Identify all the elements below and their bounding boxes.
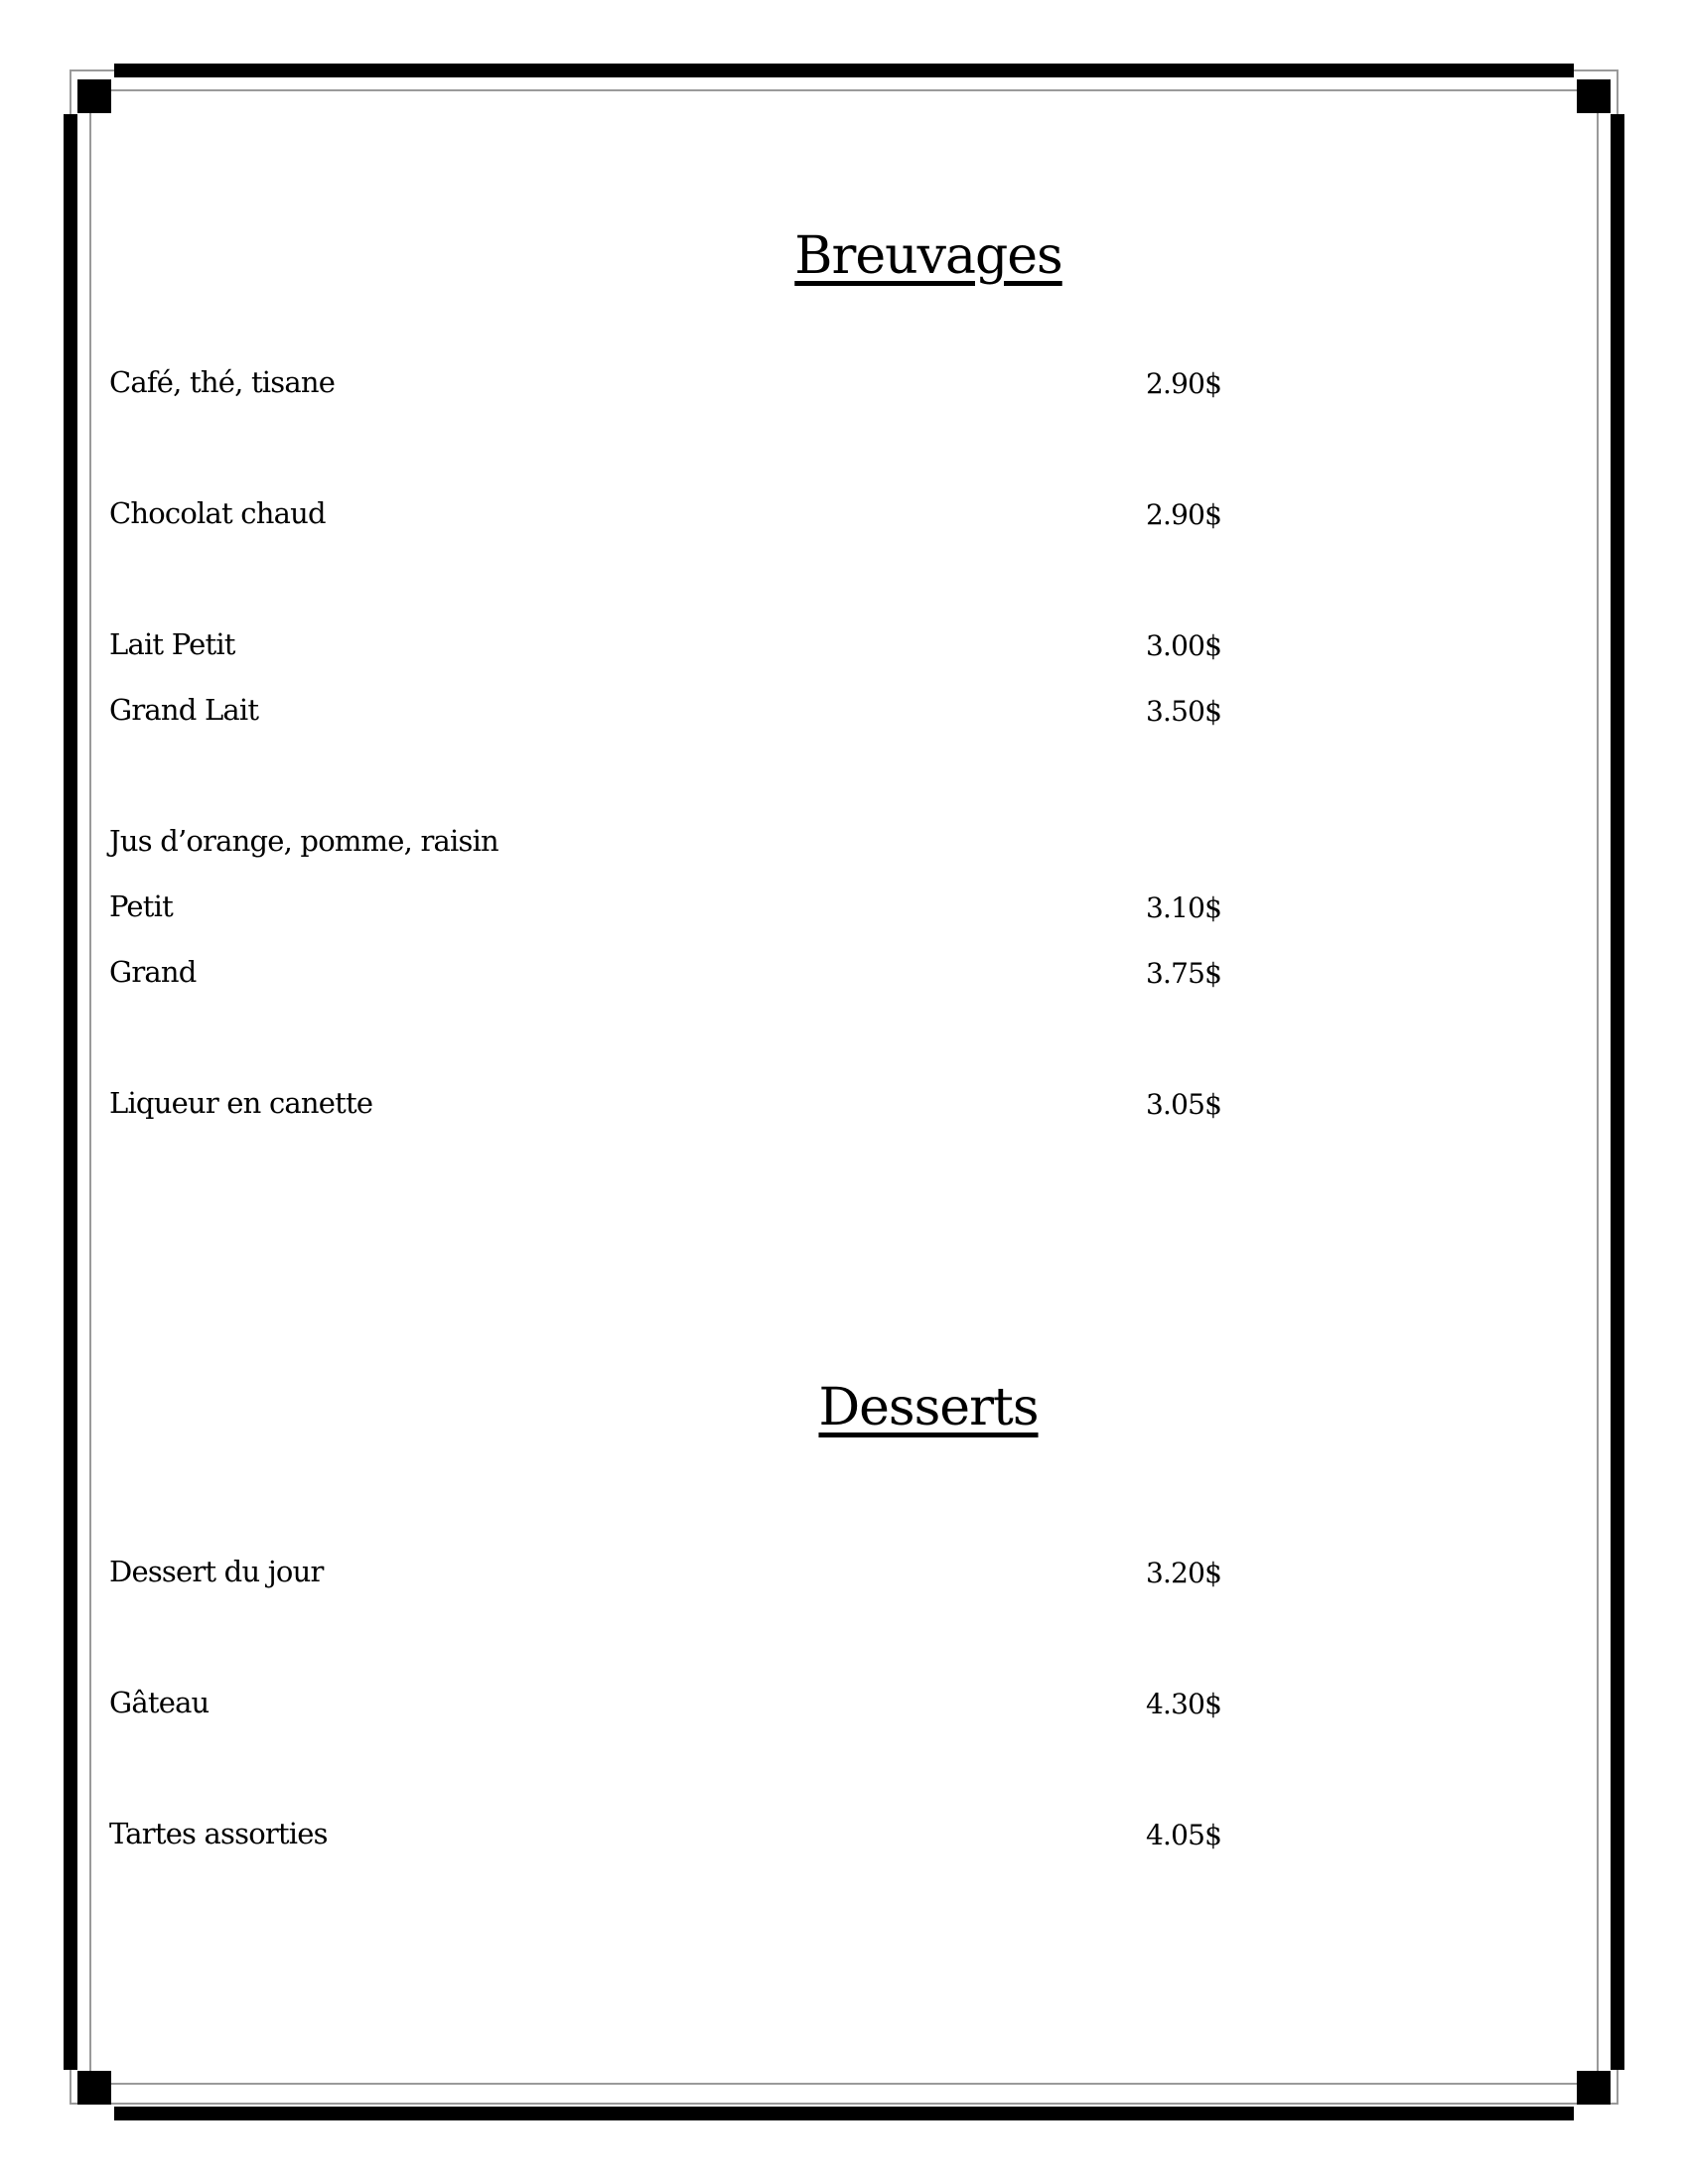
menu-item-name: Liqueur en canette [109, 1086, 373, 1120]
breuvages-heading: Breuvages [794, 226, 1062, 286]
frame-corner-bottom-right [1577, 2071, 1611, 2105]
menu-item-price: 3.00$ [1146, 629, 1222, 662]
menu-item-name: Chocolat chaud [109, 496, 326, 530]
menu-item-name: Grand Lait [109, 693, 259, 727]
menu-item-name: Tartes assorties [109, 1817, 328, 1850]
menu-item-price: 3.10$ [1146, 891, 1222, 924]
menu-item-price: 3.20$ [1146, 1557, 1222, 1589]
menu-item-name: Petit [109, 889, 173, 923]
frame-corner-top-right [1577, 79, 1611, 113]
menu-item-price: 3.75$ [1146, 957, 1222, 990]
frame-corner-top-left [77, 79, 111, 113]
frame-corner-bottom-left [77, 2071, 111, 2105]
menu-item-price: 2.90$ [1146, 498, 1222, 531]
desserts-heading: Desserts [818, 1378, 1039, 1437]
frame-bar-bottom [114, 2107, 1574, 2120]
frame-bar-top [114, 64, 1574, 77]
frame-bar-left [64, 114, 77, 2070]
menu-item-price: 4.05$ [1146, 1819, 1222, 1851]
menu-item-name: Gâteau [109, 1686, 210, 1719]
menu-item-name: Grand [109, 955, 197, 989]
frame-bar-right [1611, 114, 1624, 2070]
menu-item-name: Jus d’orange, pomme, raisin [109, 824, 498, 858]
menu-item-price: 3.50$ [1146, 695, 1222, 728]
menu-item-price: 4.30$ [1146, 1688, 1222, 1720]
menu-item-name: Dessert du jour [109, 1555, 324, 1588]
menu-item-price: 2.90$ [1146, 367, 1222, 400]
menu-item-name: Lait Petit [109, 627, 235, 661]
menu-item-name: Café, thé, tisane [109, 365, 336, 399]
menu-item-price: 3.05$ [1146, 1088, 1222, 1121]
